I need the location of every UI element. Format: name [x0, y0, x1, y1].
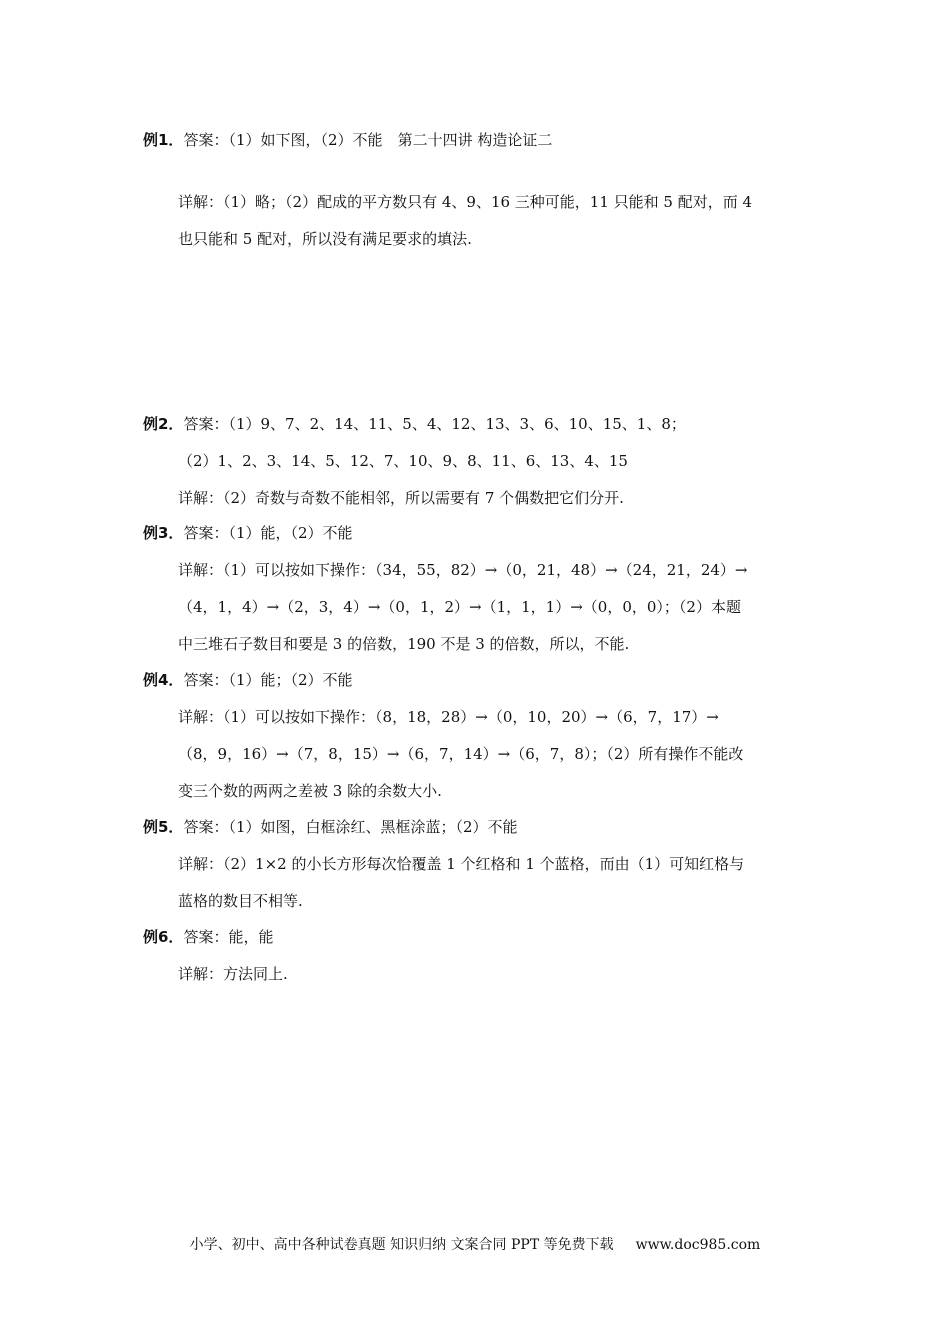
example-3-answer: 答案：（1）能，（2）不能 [183, 524, 353, 542]
example-5-answer: 答案：（1）如图，白框涂红、黑框涂蓝；（2）不能 [183, 818, 518, 836]
example-1-answer-line [143, 129, 383, 151]
example-3-detail-line-3: 中三堆石子数目和要是 3 的倍数，190 不是 3 的倍数，所以，不能. [178, 635, 630, 653]
example-5-label: 例5． [143, 818, 184, 836]
example-2-label: 例2． [143, 415, 184, 433]
example-4-answer-line [143, 669, 353, 691]
example-2-answer-line [143, 413, 686, 435]
example-5-detail-line-1: 详解：（2）1×2 的小长方形每次恰覆盖 1 个红格和 1 个蓝格，而由（1）可知红格与 [178, 855, 745, 873]
example-4-detail-line-2: （8，9，16）→（7，8，15）→（6，7，14）→（6，7，8）；（2）所有操作不能改 [178, 745, 744, 763]
example-4-detail-line-1: 详解：（1）可以按如下操作：（8，18，28）→（0，10，20）→（6，7，17）→ [178, 708, 719, 726]
example-1-answer: 答案：（1）如下图，（2）不能 [183, 131, 383, 149]
example-4-detail-line-3: 变三个数的两两之差被 3 除的余数大小. [178, 782, 442, 800]
example-6-detail-line-1: 详解：方法同上. [178, 965, 288, 983]
footer-text: 小学、初中、高中各种试卷真题 知识归纳 文案合同 PPT 等免费下载 [189, 1237, 614, 1253]
example-3-detail-line-1: 详解：（1）可以按如下操作：（34，55，82）→（0，21，48）→（24，21，24）→ [178, 561, 748, 579]
example-5-detail-line-2: 蓝格的数目不相等. [178, 892, 303, 910]
example-6-label: 例6． [143, 928, 184, 946]
example-3-detail-line-2: （4，1，4）→（2，3，4）→（0，1，2）→（1，1，1）→（0，0，0）；（2）本题 [178, 598, 741, 616]
example-1-detail-line-1: 详解：（1）略；（2）配成的平方数只有 4、9、16 三种可能，11 只能和 5 配对，而 4 [178, 193, 753, 211]
page-title: 第二十四讲 构造论证二 [397, 131, 553, 149]
example-3-label: 例3． [143, 524, 184, 542]
example-2-detail-line-1: 详解：（2）奇数与奇数不能相邻，所以需要有 7 个偶数把它们分开. [178, 489, 624, 507]
example-3-answer-line [143, 522, 353, 544]
example-5-answer-line [143, 816, 518, 838]
example-2-answer-continued: （2）1、2、3、14、5、12、7、10、9、8、11、6、13、4、15 [178, 452, 628, 470]
footer-url[interactable]: www.doc985.com [635, 1237, 761, 1253]
page-footer [0, 1234, 950, 1256]
example-4-answer: 答案：（1）能；（2）不能 [183, 671, 353, 689]
example-6-answer-line [143, 926, 273, 948]
example-4-label: 例4． [143, 671, 184, 689]
example-2-answer: 答案：（1）9、7、2、14、11、5、4、12、13、3、6、10、15、1、8； [183, 415, 686, 433]
example-1-label: 例1． [143, 131, 184, 149]
example-1-detail-line-2: 也只能和 5 配对，所以没有满足要求的填法. [178, 230, 472, 248]
example-6-answer: 答案：能，能 [183, 928, 274, 946]
